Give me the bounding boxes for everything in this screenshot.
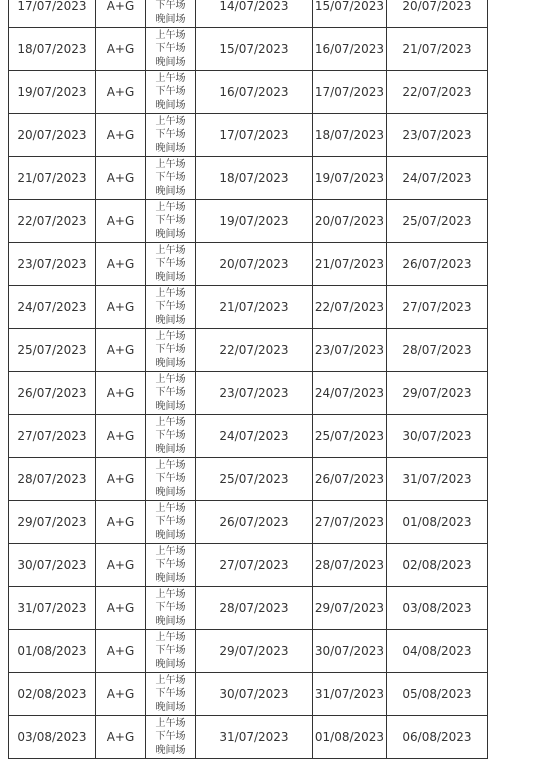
session-label: 上午场 [155, 416, 186, 428]
row-date1-cell: 20/07/2023 [196, 243, 313, 286]
row-date2-cell: 25/07/2023 [313, 415, 387, 458]
row-sessions-cell [146, 329, 196, 372]
row-date1-cell: 23/07/2023 [196, 372, 313, 415]
session-label: 上午场 [155, 631, 186, 643]
session-label: 上午场 [155, 287, 186, 299]
table-row [9, 372, 488, 415]
row-group-cell: A+G [96, 716, 146, 759]
session-label: 下午场 [155, 43, 186, 55]
row-date-cell: 30/07/2023 [9, 544, 96, 587]
session-label: 上午场 [155, 29, 186, 41]
session-label: 下午场 [155, 258, 186, 270]
schedule-table [8, 0, 488, 759]
row-date1-cell: 14/07/2023 [196, 0, 313, 28]
row-group-cell: A+G [96, 286, 146, 329]
session-label: 晚间场 [155, 314, 186, 326]
row-date2-cell: 21/07/2023 [313, 243, 387, 286]
row-date2-cell: 16/07/2023 [313, 28, 387, 71]
row-group-cell: A+G [96, 458, 146, 501]
row-date-cell: 22/07/2023 [9, 200, 96, 243]
row-date3-cell: 21/07/2023 [387, 28, 488, 71]
session-label: 下午场 [155, 731, 186, 743]
session-label: 下午场 [155, 645, 186, 657]
row-date-cell: 03/08/2023 [9, 716, 96, 759]
session-label: 晚间场 [155, 658, 186, 670]
row-date1-cell: 31/07/2023 [196, 716, 313, 759]
row-date2-cell: 19/07/2023 [313, 157, 387, 200]
session-label: 晚间场 [155, 142, 186, 154]
session-label: 上午场 [155, 158, 186, 170]
table-row [9, 200, 488, 243]
session-label: 上午场 [155, 115, 186, 127]
row-date3-cell: 03/08/2023 [387, 587, 488, 630]
row-group-cell: A+G [96, 673, 146, 716]
row-date-cell: 31/07/2023 [9, 587, 96, 630]
table-row [9, 286, 488, 329]
session-label: 上午场 [155, 330, 186, 342]
row-date2-cell: 15/07/2023 [313, 0, 387, 28]
row-date3-cell: 26/07/2023 [387, 243, 488, 286]
row-date2-cell: 17/07/2023 [313, 71, 387, 114]
row-sessions-cell [146, 544, 196, 587]
table-row [9, 501, 488, 544]
row-date1-cell: 15/07/2023 [196, 28, 313, 71]
session-label: 下午场 [155, 688, 186, 700]
row-date3-cell: 01/08/2023 [387, 501, 488, 544]
session-label: 晚间场 [155, 185, 186, 197]
row-date1-cell: 25/07/2023 [196, 458, 313, 501]
session-label: 上午场 [155, 201, 186, 213]
row-date-cell: 28/07/2023 [9, 458, 96, 501]
session-label: 上午场 [155, 717, 186, 729]
row-group-cell: A+G [96, 71, 146, 114]
session-label: 晚间场 [155, 572, 186, 584]
row-group-cell: A+G [96, 114, 146, 157]
row-date2-cell: 24/07/2023 [313, 372, 387, 415]
row-date-cell: 02/08/2023 [9, 673, 96, 716]
row-date-cell: 27/07/2023 [9, 415, 96, 458]
row-date3-cell: 02/08/2023 [387, 544, 488, 587]
row-date-cell: 21/07/2023 [9, 157, 96, 200]
session-label: 晚间场 [155, 13, 186, 25]
row-sessions-cell [146, 630, 196, 673]
row-group-cell: A+G [96, 329, 146, 372]
row-date3-cell: 05/08/2023 [387, 673, 488, 716]
row-date-cell: 26/07/2023 [9, 372, 96, 415]
row-date1-cell: 24/07/2023 [196, 415, 313, 458]
row-date2-cell: 28/07/2023 [313, 544, 387, 587]
row-date1-cell: 16/07/2023 [196, 71, 313, 114]
row-date1-cell: 29/07/2023 [196, 630, 313, 673]
row-date3-cell: 24/07/2023 [387, 157, 488, 200]
row-sessions-cell [146, 415, 196, 458]
row-date1-cell: 28/07/2023 [196, 587, 313, 630]
row-date1-cell: 27/07/2023 [196, 544, 313, 587]
row-date-cell: 25/07/2023 [9, 329, 96, 372]
session-label: 晚间场 [155, 486, 186, 498]
session-label: 晚间场 [155, 744, 186, 756]
row-date2-cell: 30/07/2023 [313, 630, 387, 673]
row-date2-cell: 31/07/2023 [313, 673, 387, 716]
session-label: 上午场 [155, 373, 186, 385]
session-label: 上午场 [155, 545, 186, 557]
session-label: 晚间场 [155, 615, 186, 627]
row-group-cell: A+G [96, 415, 146, 458]
session-label: 上午场 [155, 72, 186, 84]
table-row [9, 114, 488, 157]
table-row [9, 329, 488, 372]
row-date2-cell: 22/07/2023 [313, 286, 387, 329]
session-label: 晚间场 [155, 529, 186, 541]
session-label: 晚间场 [155, 228, 186, 240]
table-row [9, 630, 488, 673]
row-date-cell: 24/07/2023 [9, 286, 96, 329]
session-label: 下午场 [155, 387, 186, 399]
session-label: 下午场 [155, 430, 186, 442]
row-date1-cell: 22/07/2023 [196, 329, 313, 372]
row-sessions-cell [146, 200, 196, 243]
row-sessions-cell [146, 0, 196, 28]
table-row [9, 587, 488, 630]
session-label: 下午场 [155, 301, 186, 313]
row-sessions-cell [146, 71, 196, 114]
row-date3-cell: 20/07/2023 [387, 0, 488, 28]
row-group-cell: A+G [96, 544, 146, 587]
row-group-cell: A+G [96, 501, 146, 544]
row-date3-cell: 31/07/2023 [387, 458, 488, 501]
row-date-cell: 19/07/2023 [9, 71, 96, 114]
row-group-cell: A+G [96, 200, 146, 243]
session-label: 上午场 [155, 588, 186, 600]
row-date-cell: 29/07/2023 [9, 501, 96, 544]
session-label: 晚间场 [155, 56, 186, 68]
row-sessions-cell [146, 114, 196, 157]
session-label: 晚间场 [155, 701, 186, 713]
table-row [9, 28, 488, 71]
row-date1-cell: 17/07/2023 [196, 114, 313, 157]
session-label: 下午场 [155, 172, 186, 184]
row-sessions-cell [146, 157, 196, 200]
row-group-cell: A+G [96, 28, 146, 71]
table-row [9, 415, 488, 458]
row-sessions-cell [146, 243, 196, 286]
row-date2-cell: 29/07/2023 [313, 587, 387, 630]
row-date1-cell: 30/07/2023 [196, 673, 313, 716]
table-row [9, 0, 488, 28]
session-label: 下午场 [155, 344, 186, 356]
session-label: 下午场 [155, 215, 186, 227]
row-date2-cell: 23/07/2023 [313, 329, 387, 372]
table-row [9, 716, 488, 759]
row-date3-cell: 27/07/2023 [387, 286, 488, 329]
session-label: 下午场 [155, 0, 186, 12]
row-date2-cell: 01/08/2023 [313, 716, 387, 759]
row-date3-cell: 25/07/2023 [387, 200, 488, 243]
row-sessions-cell [146, 286, 196, 329]
table-row [9, 458, 488, 501]
session-label: 上午场 [155, 244, 186, 256]
row-date1-cell: 19/07/2023 [196, 200, 313, 243]
schedule-table-body [9, 0, 488, 759]
row-group-cell: A+G [96, 0, 146, 28]
table-row [9, 673, 488, 716]
row-group-cell: A+G [96, 587, 146, 630]
row-sessions-cell [146, 587, 196, 630]
row-group-cell: A+G [96, 243, 146, 286]
session-label: 上午场 [155, 674, 186, 686]
row-date2-cell: 20/07/2023 [313, 200, 387, 243]
row-date-cell: 18/07/2023 [9, 28, 96, 71]
session-label: 下午场 [155, 602, 186, 614]
row-date-cell: 17/07/2023 [9, 0, 96, 28]
row-date3-cell: 29/07/2023 [387, 372, 488, 415]
session-label: 晚间场 [155, 400, 186, 412]
row-date3-cell: 06/08/2023 [387, 716, 488, 759]
row-date3-cell: 28/07/2023 [387, 329, 488, 372]
session-label: 晚间场 [155, 271, 186, 283]
row-date2-cell: 27/07/2023 [313, 501, 387, 544]
row-date3-cell: 30/07/2023 [387, 415, 488, 458]
session-label: 下午场 [155, 129, 186, 141]
row-date3-cell: 04/08/2023 [387, 630, 488, 673]
row-sessions-cell [146, 458, 196, 501]
session-label: 上午场 [155, 502, 186, 514]
row-date2-cell: 18/07/2023 [313, 114, 387, 157]
session-label: 晚间场 [155, 99, 186, 111]
session-label: 晚间场 [155, 443, 186, 455]
row-group-cell: A+G [96, 630, 146, 673]
row-date1-cell: 21/07/2023 [196, 286, 313, 329]
row-sessions-cell [146, 372, 196, 415]
row-date-cell: 23/07/2023 [9, 243, 96, 286]
session-label: 下午场 [155, 473, 186, 485]
row-sessions-cell [146, 673, 196, 716]
row-sessions-cell [146, 28, 196, 71]
row-date-cell: 01/08/2023 [9, 630, 96, 673]
row-date2-cell: 26/07/2023 [313, 458, 387, 501]
session-label: 晚间场 [155, 357, 186, 369]
table-row [9, 157, 488, 200]
session-label: 上午场 [155, 459, 186, 471]
session-label: 下午场 [155, 86, 186, 98]
table-row [9, 71, 488, 114]
row-date3-cell: 23/07/2023 [387, 114, 488, 157]
row-date1-cell: 26/07/2023 [196, 501, 313, 544]
row-date1-cell: 18/07/2023 [196, 157, 313, 200]
row-date-cell: 20/07/2023 [9, 114, 96, 157]
session-label: 下午场 [155, 516, 186, 528]
row-group-cell: A+G [96, 372, 146, 415]
row-sessions-cell [146, 501, 196, 544]
row-group-cell: A+G [96, 157, 146, 200]
row-date3-cell: 22/07/2023 [387, 71, 488, 114]
table-row [9, 544, 488, 587]
session-label: 下午场 [155, 559, 186, 571]
table-row [9, 243, 488, 286]
row-sessions-cell [146, 716, 196, 759]
